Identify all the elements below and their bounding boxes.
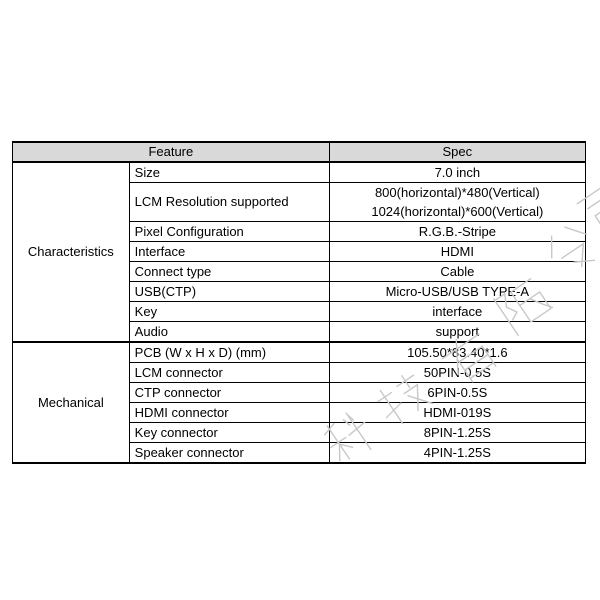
spec-value: 800(horizontal)*480(Vertical): [374, 185, 540, 200]
spec-value: HDMI-019S: [423, 405, 492, 420]
feature-cell: Key connector: [129, 423, 329, 443]
spec-cell: [329, 302, 585, 322]
spec-table: [12, 141, 586, 464]
feature-cell: Interface: [129, 242, 329, 262]
spec-cell: [329, 242, 585, 262]
spec-value: HDMI: [440, 244, 474, 259]
spec-cell: [329, 183, 585, 222]
spec-value: 8PIN-1.25S: [423, 425, 491, 440]
feature-cell: LCM connector: [129, 363, 329, 383]
spec-value: support: [435, 324, 480, 339]
spec-cell: [329, 222, 585, 242]
table-row: [13, 342, 586, 363]
spec-cell: [329, 342, 585, 363]
spec-cell: [329, 282, 585, 302]
spec-value: 4PIN-1.25S: [423, 445, 491, 460]
feature-cell: Speaker connector: [129, 443, 329, 464]
spec-cell: [329, 443, 585, 464]
feature-cell: CTP connector: [129, 383, 329, 403]
spec-cell: [329, 322, 585, 343]
header-spec: Spec: [329, 142, 585, 162]
spec-cell: [329, 363, 585, 383]
header-feature: Feature: [13, 142, 330, 162]
spec-value: 6PIN-0.5S: [427, 385, 488, 400]
feature-cell: Key: [129, 302, 329, 322]
feature-cell: PCB (W x H x D) (mm): [129, 342, 329, 363]
feature-cell: USB(CTP): [129, 282, 329, 302]
feature-cell: LCM Resolution supported: [129, 183, 329, 222]
feature-cell: Size: [129, 162, 329, 183]
feature-cell: Pixel Configuration: [129, 222, 329, 242]
spec-value: R.G.B.-Stripe: [418, 224, 496, 239]
spec-value: 7.0 inch: [434, 165, 481, 180]
group-label: Characteristics: [13, 162, 130, 342]
spec-cell: [329, 262, 585, 282]
spec-value: 105.50*83.40*1.6: [407, 345, 508, 360]
spec-value: 50PIN-0.5S: [423, 365, 491, 380]
spec-cell: [329, 162, 585, 183]
spec-cell: [329, 423, 585, 443]
spec-value: interface: [432, 304, 483, 319]
feature-cell: Audio: [129, 322, 329, 343]
spec-value: 1024(horizontal)*600(Vertical): [371, 204, 544, 219]
spec-cell: [329, 383, 585, 403]
table-header-row: [13, 142, 586, 162]
spec-cell: [329, 403, 585, 423]
spec-value: Micro-USB/USB TYPE-A: [385, 284, 530, 299]
feature-cell: Connect type: [129, 262, 329, 282]
group-label: Mechanical: [13, 342, 130, 463]
table-row: [13, 162, 586, 183]
spec-value: Cable: [440, 264, 475, 279]
feature-cell: HDMI connector: [129, 403, 329, 423]
